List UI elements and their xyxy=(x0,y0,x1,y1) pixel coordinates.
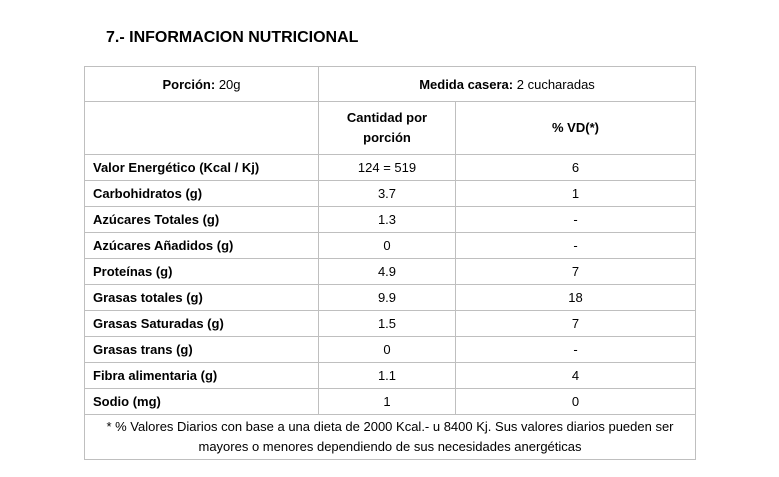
portion-row xyxy=(85,67,696,102)
nutrient-vd: - xyxy=(456,337,696,363)
household-measure-value: 2 cucharadas xyxy=(516,76,595,92)
nutrient-amount: 0 xyxy=(319,337,456,363)
household-measure-cell xyxy=(319,67,696,102)
nutrient-row xyxy=(85,233,696,259)
nutrient-amount: 1.1 xyxy=(319,363,456,389)
portion-label: Porción: xyxy=(162,76,216,92)
nutrient-row xyxy=(85,311,696,337)
nutrient-row xyxy=(85,389,696,415)
nutrient-vd: - xyxy=(456,233,696,259)
nutrient-label: Grasas trans (g) xyxy=(85,337,319,363)
nutrient-vd: 0 xyxy=(456,389,696,415)
nutrition-table xyxy=(84,66,696,460)
nutrient-label: Grasas Saturadas (g) xyxy=(85,311,319,337)
footnote-cell xyxy=(85,415,696,460)
portion-cell xyxy=(85,67,319,102)
nutrient-label: Grasas totales (g) xyxy=(85,285,319,311)
amount-per-portion-header xyxy=(319,102,456,155)
amount-header-line1: Cantidad por xyxy=(346,110,428,125)
nutrient-amount: 9.9 xyxy=(319,285,456,311)
footnote-line2: mayores o menores dependiendo de sus necesidades anergéticas xyxy=(198,439,582,454)
nutrient-row xyxy=(85,259,696,285)
nutrient-amount: 1 xyxy=(319,389,456,415)
nutrient-label: Fibra alimentaria (g) xyxy=(85,363,319,389)
nutrient-label: Proteínas (g) xyxy=(85,259,319,285)
nutrient-vd: 6 xyxy=(456,155,696,181)
nutrient-row xyxy=(85,285,696,311)
vd-header: % VD(*) xyxy=(456,102,696,155)
nutrient-vd: 18 xyxy=(456,285,696,311)
portion-value: 20g xyxy=(218,76,241,92)
nutrient-amount: 3.7 xyxy=(319,181,456,207)
nutrient-label: Sodio (mg) xyxy=(85,389,319,415)
nutrient-vd: 4 xyxy=(456,363,696,389)
nutrient-row xyxy=(85,337,696,363)
nutrient-label: Valor Energético (Kcal / Kj) xyxy=(85,155,319,181)
nutrient-vd: - xyxy=(456,207,696,233)
empty-header-cell xyxy=(85,102,319,155)
column-header-row xyxy=(85,102,696,155)
nutrient-vd: 1 xyxy=(456,181,696,207)
nutrient-label: Carbohidratos (g) xyxy=(85,181,319,207)
nutrient-label: Azúcares Totales (g) xyxy=(85,207,319,233)
footnote-row xyxy=(85,415,696,460)
nutrient-amount: 124 = 519 xyxy=(319,155,456,181)
nutrient-vd: 7 xyxy=(456,259,696,285)
nutrient-amount: 1.3 xyxy=(319,207,456,233)
nutrient-row xyxy=(85,207,696,233)
nutrient-row xyxy=(85,363,696,389)
nutrient-amount: 4.9 xyxy=(319,259,456,285)
nutrient-vd: 7 xyxy=(456,311,696,337)
nutrient-amount: 1.5 xyxy=(319,311,456,337)
section-heading: 7.- INFORMACION NUTRICIONAL xyxy=(106,29,359,46)
nutrient-row xyxy=(85,181,696,207)
nutrient-label: Azúcares Añadidos (g) xyxy=(85,233,319,259)
household-measure-label: Medida casera: xyxy=(419,76,514,92)
nutrient-row xyxy=(85,155,696,181)
amount-header-line2: porción xyxy=(363,130,411,145)
footnote-line1: * % Valores Diarios con base a una dieta de 2000 Kcal.- u 8400 Kj. Sus valores diarios pueden ser xyxy=(106,419,674,434)
nutrient-amount: 0 xyxy=(319,233,456,259)
